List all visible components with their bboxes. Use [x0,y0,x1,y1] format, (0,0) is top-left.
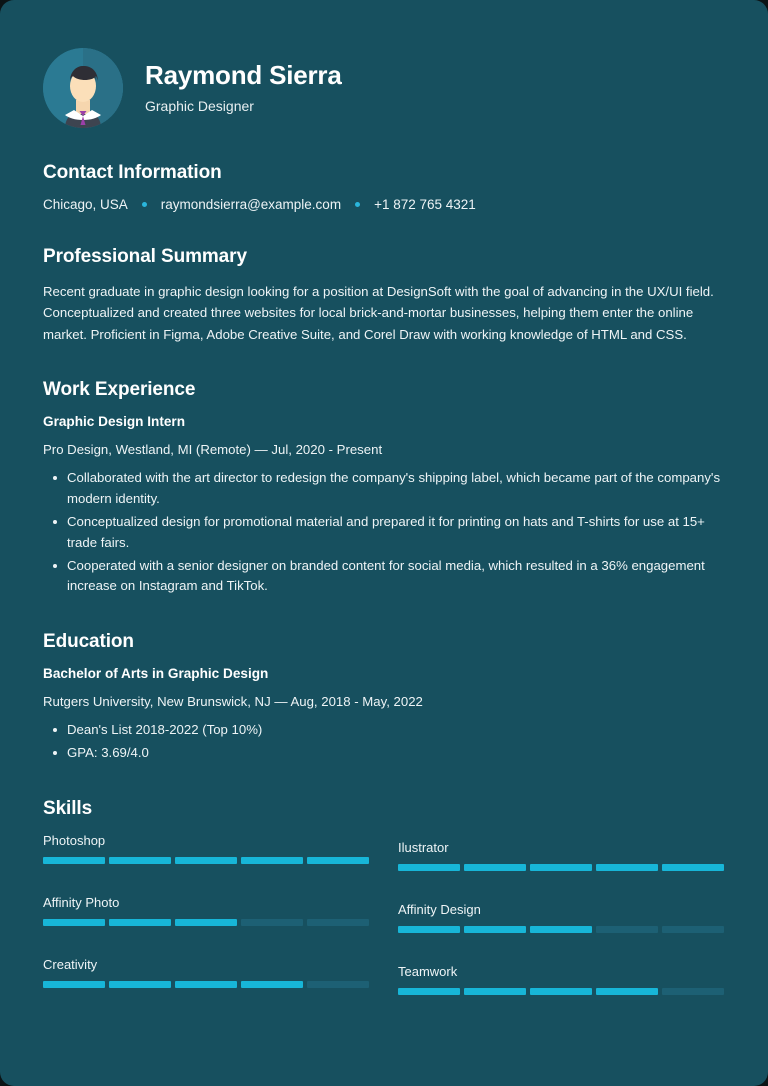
education-degree: Bachelor of Arts in Graphic Design [43,666,269,682]
skill-segment [241,919,303,926]
skill-rating-bar [398,864,724,871]
skill-segment [398,926,460,933]
skill-segment [464,864,526,871]
skill-segment [175,919,237,926]
list-item: Conceptualized design for promotional material and prepared it for printing on hats and T-shirts for use at 15+ trade fairs. [62,512,725,554]
separator-dot-icon [142,202,147,207]
identity-block [145,61,342,114]
skill-segment [596,988,658,995]
resume-header [43,0,725,128]
skill-segment [530,864,592,871]
skill-segment [241,857,303,864]
work-meta: Pro Design, Westland, MI (Remote) — Jul, 2020 - Present [43,442,383,458]
skills-grid [43,833,725,1019]
skill-item [398,840,724,871]
contact-location: Chicago, USA [43,197,128,212]
contact-section-title: Contact Information [43,162,222,183]
skill-segment [530,988,592,995]
summary-section-title: Professional Summary [43,246,247,267]
skill-segment [662,926,724,933]
skill-label: Ilustrator [398,840,449,855]
list-item: Cooperated with a senior designer on branded content for social media, which resulted in a 36% engagement increase on Instagram and TikTok. [62,556,725,598]
skills-section [43,798,725,1019]
work-bullet-list [43,468,725,597]
skill-segment [307,981,369,988]
skill-label: Affinity Design [398,902,481,917]
contact-section [43,162,725,212]
skills-section-title: Skills [43,798,93,819]
skill-label: Photoshop [43,833,106,848]
skill-rating-bar [398,926,724,933]
skill-label: Affinity Photo [43,895,120,910]
candidate-job-title: Graphic Designer [145,97,254,114]
education-section [43,631,725,764]
skill-label: Creativity [43,957,98,972]
skill-segment [662,988,724,995]
skill-segment [398,988,460,995]
skill-segment [175,857,237,864]
contact-phone[interactable]: +1 872 765 4321 [374,197,476,212]
avatar [43,48,123,128]
skill-item [43,957,369,995]
skill-segment [530,926,592,933]
skill-segment [398,864,460,871]
skill-segment [109,857,171,864]
education-meta: Rutgers University, New Brunswick, NJ — Aug, 2018 - May, 2022 [43,694,423,710]
skill-segment [109,919,171,926]
separator-dot-icon [355,202,360,207]
skill-segment [662,864,724,871]
skill-segment [464,988,526,995]
skill-segment [307,919,369,926]
education-bullet-list [43,720,725,764]
person-avatar-icon [43,48,123,128]
skill-segment [241,981,303,988]
skill-item [398,902,724,933]
summary-text: Recent graduate in graphic design looking for a position at DesignSoft with the goal of advancing in the UX/UI field. Conceptualized and created three websites for local brick-and-mortar businesses, helping them enter the online market. Proficient in Figma, Adobe Creative Suite, and Corel Draw with working knowledge of HTML and CSS. [43,284,714,342]
work-section-title: Work Experience [43,379,196,401]
skill-segment [43,981,105,988]
skill-item [43,895,369,933]
skill-item [398,964,724,995]
skill-segment [43,919,105,926]
skill-label: Teamwork [398,964,458,979]
skill-segment [596,926,658,933]
contact-line [43,197,725,212]
list-item: Dean's List 2018-2022 (Top 10%) [62,720,725,741]
skill-item [43,833,369,871]
list-item: GPA: 3.69/4.0 [62,743,725,764]
contact-email[interactable]: raymondsierra@example.com [160,197,342,212]
candidate-name: Raymond Sierra [145,60,342,91]
skill-segment [43,857,105,864]
skill-segment [307,857,369,864]
education-section-title: Education [43,631,134,653]
skill-segment [175,981,237,988]
list-item: Collaborated with the art director to redesign the company's shipping label, which became part of the company's modern identity. [62,468,725,510]
skill-segment [464,926,526,933]
work-role: Graphic Design Intern [43,414,186,430]
skill-segment [109,981,171,988]
skill-rating-bar [43,919,369,926]
skill-rating-bar [398,988,724,995]
skill-segment [596,864,658,871]
work-experience-section [43,379,725,597]
skill-rating-bar [43,981,369,988]
summary-section [43,246,725,345]
skill-rating-bar [43,857,369,864]
